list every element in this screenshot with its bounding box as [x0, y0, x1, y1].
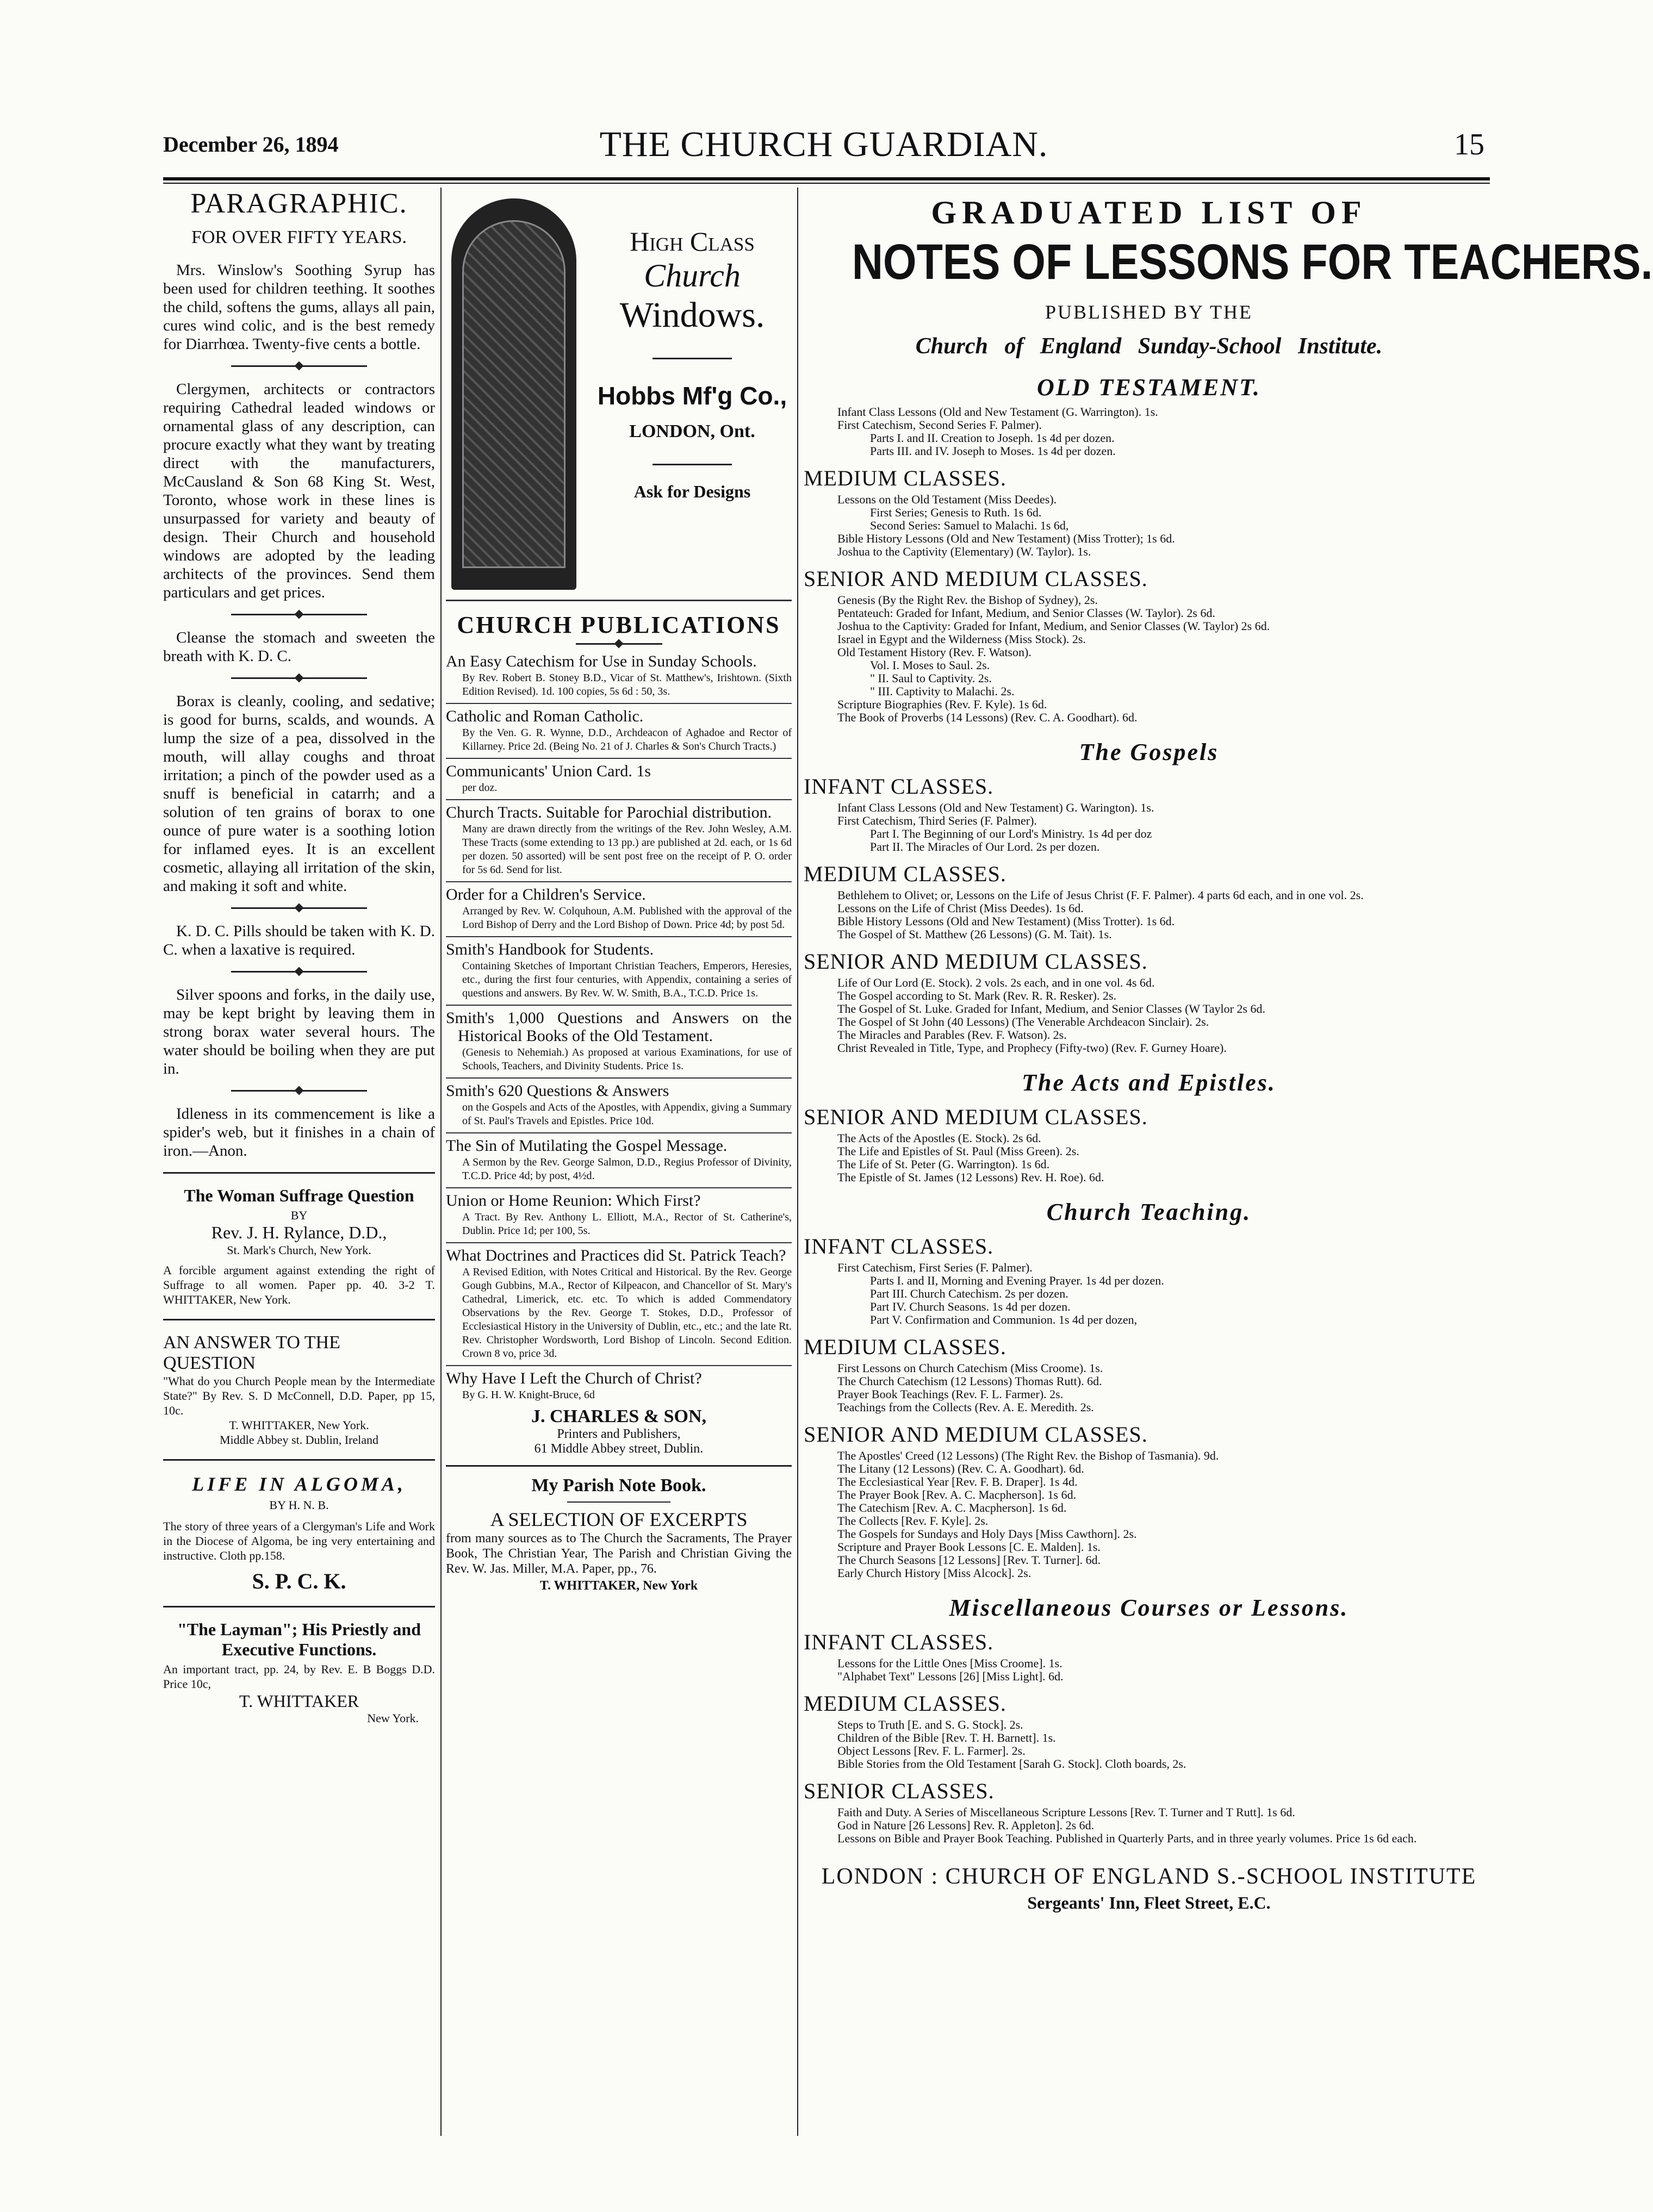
rule	[163, 1319, 435, 1320]
lesson-item: The Ecclesiastical Year [Rev. F. B. Draper]. 1s 4d.	[837, 1475, 1078, 1488]
lesson-item: " III. Captivity to Malachi. 2s.	[870, 684, 1015, 698]
lesson-item: Bible History Lessons (Old and New Testament) (Miss Trotter). 1s 6d.	[837, 914, 1175, 928]
publication-title: An Easy Catechism for Use in Sunday Schools.	[446, 652, 757, 670]
section-title: Miscellaneous Courses or Lessons.	[949, 1594, 1349, 1621]
section-title: The Acts and Epistles.	[1022, 1069, 1276, 1096]
lesson-list	[804, 1362, 1494, 1414]
lesson-item: Bethlehem to Olivet; or, Lessons on the Life of Jesus Christ (F. F. Palmer). 4 parts 6d each, and in one vol. 2s.	[837, 888, 1364, 902]
lesson-item: First Lessons on Church Catechism (Miss Croome). 1s.	[837, 1361, 1103, 1375]
lesson-item: Bible History Lessons (Old and New Testament) (Miss Trotter); 1s 6d.	[837, 532, 1175, 545]
separator	[231, 971, 367, 973]
lesson-item: Parts I. and II. Creation to Joseph. 1s 4d per dozen.	[870, 431, 1115, 445]
ad-line: Church	[644, 258, 741, 294]
publication-title: What Doctrines and Practices did St. Patrick Teach?	[446, 1247, 786, 1264]
stained-glass-window-illustration	[451, 198, 576, 590]
lesson-item: Lessons on the Old Testament (Miss Deedes).	[837, 493, 1057, 506]
lesson-item: Lessons on the Life of Christ (Miss Deedes). 1s 6d.	[837, 901, 1084, 915]
lesson-list	[804, 1449, 1494, 1580]
lesson-item: The Acts of the Apostles (E. Stock). 2s 6d.	[837, 1131, 1041, 1145]
lesson-item: The Litany (12 Lessons) (Rev. C. A. Goodhart). 6d.	[837, 1462, 1084, 1475]
rule	[446, 1242, 792, 1243]
lesson-item: The Church Seasons [12 Lessons] [Rev. T. Turner]. 6d.	[837, 1553, 1101, 1567]
column-publications	[446, 188, 792, 2147]
publication-desc: per doz.	[462, 782, 498, 794]
section-subheading: FOR OVER FIFTY YEARS.	[191, 227, 407, 247]
class-level-heading: SENIOR AND MEDIUM CLASSES.	[804, 1105, 1148, 1129]
lesson-sections	[804, 373, 1494, 1845]
separator	[576, 643, 662, 645]
ad-city: LONDON, Ont.	[629, 421, 755, 441]
separator	[231, 677, 367, 679]
ad-publisher: T. WHITTAKER	[239, 1691, 359, 1711]
ad-author: Rev. J. H. Rylance, D.D.,	[211, 1223, 387, 1242]
paragraph-kdc: Cleanse the stomach and sweeten the breath with K. D. C.	[163, 629, 435, 665]
column-paragraphic	[163, 188, 435, 2147]
publication-desc: Arranged by Rev. W. Colquhoun, A.M. Published with the approval of the Lord Bishop of Derry and the Lord Bishop of Down. Price 4d; by post 5d.	[462, 905, 792, 931]
publication-title: Order for a Children's Service.	[446, 886, 646, 904]
publication-desc: By the Ven. G. R. Wynne, D.D., Archdeacon of Aghadoe and Rector of Killarney. Price 2d. (Being No. 21 of J. Charles & Son's Church Tracts.)	[462, 727, 792, 752]
ad-address: Middle Abbey st. Dublin, Ireland	[219, 1433, 379, 1447]
ad-church: St. Mark's Church, New York.	[227, 1243, 371, 1257]
ad-line: Windows.	[619, 295, 765, 335]
lesson-item: First Catechism, Second Series F. Palmer).	[837, 418, 1042, 432]
list-heading: GRADUATED LIST OF	[931, 195, 1367, 230]
windows-ad-text	[593, 226, 792, 502]
lesson-item: The Gospel of St. Luke. Graded for Infant, Medium, and Senior Classes (W Taylor 2s 6d.	[837, 1002, 1266, 1015]
paragraph-silver-spoons: Silver spoons and forks, in the daily use, may be kept bright by leaving them in strong borax water several hours. The water should be boiling when they are put in.	[163, 986, 435, 1077]
lesson-item: Scripture and Prayer Book Lessons [C. E. Malden]. 1s.	[837, 1540, 1101, 1554]
rule	[446, 936, 792, 937]
masthead-rule-thick	[163, 177, 1490, 180]
lesson-item: The Collects [Rev. F. Kyle]. 2s.	[837, 1514, 989, 1528]
newspaper-title: THE CHURCH GUARDIAN.	[599, 124, 1048, 164]
lesson-item: " II. Saul to Captivity. 2s.	[870, 671, 992, 685]
lesson-list	[804, 1718, 1494, 1771]
ad-by: BY	[290, 1208, 308, 1222]
ad-desc: A forcible argument against extending the right of Suffrage to all women. Paper pp. 40. 3-2 T. WHITTAKER, New York.	[163, 1263, 435, 1306]
ad-title: "The Layman"; His Priestly and Executive Functions.	[177, 1619, 421, 1659]
publisher-name: J. CHARLES & SON,	[531, 1406, 707, 1426]
lesson-item: First Series; Genesis to Ruth. 1s 6d.	[870, 506, 1042, 519]
lesson-item: Steps to Truth [E. and S. G. Stock]. 2s.	[837, 1718, 1023, 1731]
institute-name: Church of England Sunday-School Institute.	[915, 334, 1383, 359]
ad-title: LIFE IN ALGOMA,	[192, 1473, 406, 1495]
lesson-item: Parts III. and IV. Joseph to Moses. 1s 4d per dozen.	[870, 444, 1116, 458]
lesson-item: Lessons for the Little Ones [Miss Croome]. 1s.	[837, 1656, 1062, 1670]
class-level-heading: SENIOR AND MEDIUM CLASSES.	[804, 1422, 1148, 1447]
publisher-role: Printers and Publishers,	[557, 1427, 681, 1441]
published-by: PUBLISHED BY THE	[1045, 301, 1253, 323]
rule	[163, 1459, 435, 1461]
lesson-item: Part IV. Church Seasons. 1s 4d per dozen.	[870, 1300, 1071, 1313]
footer-street: Sergeants' Inn, Fleet Street, E.C.	[1027, 1893, 1271, 1912]
lesson-item: Israel in Egypt and the Wilderness (Miss Stock). 2s.	[837, 632, 1086, 646]
lesson-item: The Catechism [Rev. A. C. Macpherson]. 1s 6d.	[837, 1501, 1067, 1515]
rule	[567, 1501, 671, 1503]
lesson-item: Scripture Biographies (Rev. F. Kyle). 1s 6d.	[837, 697, 1047, 711]
notebook-title: My Parish Note Book.	[531, 1475, 706, 1496]
column-divider-1	[440, 188, 442, 2136]
section-title: Church Teaching.	[1046, 1199, 1252, 1225]
ad-woman-suffrage	[163, 1186, 435, 1307]
column-notes-of-lessons	[804, 188, 1653, 2147]
ad-place: New York.	[367, 1711, 419, 1725]
ad-title: AN ANSWER TO THE QUESTION	[163, 1332, 340, 1373]
lesson-item: Pentateuch: Graded for Infant, Medium, and Senior Classes (W. Taylor). 2s 6d.	[837, 606, 1215, 620]
class-level-heading: INFANT CLASSES.	[804, 1234, 994, 1258]
lesson-item: Part II. The Miracles of Our Lord. 2s per dozen.	[870, 840, 1100, 853]
lesson-item: Christ Revealed in Title, Type, and Prophecy (Fifty-two) (Rev. F. Gurney Hoare).	[837, 1041, 1227, 1055]
rule	[446, 799, 792, 800]
notebook-heading: A SELECTION OF EXCERPTS	[490, 1509, 748, 1530]
issue-date: December 26, 1894	[163, 132, 339, 157]
list-main-title: NOTES OF LESSONS FOR TEACHERS.	[852, 234, 1653, 290]
paragraph-soothing-syrup: Mrs. Winslow's Soothing Syrup has been used for children teething. It soothes the child, softens the gums, allays all pain, cures wind colic, and is the best remedy for Diarrhœa. Twenty-five cents a bottle.	[163, 261, 435, 353]
publication-desc: A Tract. By Rev. Anthony L. Elliott, M.A., Rector of St. Catherine's, Dublin. Price 1d; per 100, 5s.	[462, 1211, 792, 1237]
lesson-item: Early Church History [Miss Alcock]. 2s.	[837, 1566, 1031, 1580]
publication-title: The Sin of Mutilating the Gospel Message.	[446, 1137, 728, 1155]
lesson-list	[804, 1261, 1494, 1326]
rule	[446, 1465, 792, 1467]
lesson-item: "Alphabet Text" Lessons [26] [Miss Light]. 6d.	[837, 1669, 1064, 1683]
lesson-item: The Gospels for Sundays and Holy Days [Miss Cawthorn]. 2s.	[837, 1527, 1137, 1541]
publication-desc: Containing Sketches of Important Christian Teachers, Emperors, Heresies, etc., during the first four centuries, with Appendix, containing a series of questions and answers. By Rev. W. W. Smith, B.A., T.C.D. Price 1s.	[462, 960, 792, 999]
rule	[652, 464, 732, 465]
masthead-rule-thin	[163, 183, 1490, 184]
ad-church-windows	[446, 193, 792, 595]
ad-the-layman	[163, 1619, 435, 1725]
lesson-list	[804, 406, 1494, 458]
rule	[446, 1132, 792, 1133]
lesson-item: The Gospel of St John (40 Lessons) (The Venerable Archdeacon Sinclair). 2s.	[837, 1015, 1209, 1029]
lesson-list	[804, 1806, 1494, 1845]
rule	[446, 1365, 792, 1366]
paragraph-kdc-pills: K. D. C. Pills should be taken with K. D. C. when a laxative is required.	[163, 923, 435, 958]
publisher-address: 61 Middle Abbey street, Dublin.	[534, 1442, 704, 1456]
rule	[446, 1187, 792, 1188]
paragraph-idleness: Idleness in its commencement is like a spider's web, but it finishes in a chain of iron.—Anon.	[163, 1105, 435, 1160]
publication-title: Church Tracts. Suitable for Parochial distribution.	[446, 803, 772, 821]
class-level-heading: MEDIUM CLASSES.	[804, 466, 1006, 490]
lesson-item: Lessons on Bible and Prayer Book Teaching. Published in Quarterly Parts, and in three yearly volumes. Price 1s 6d each.	[837, 1831, 1417, 1845]
separator	[231, 365, 367, 367]
rule	[446, 1005, 792, 1006]
ad-spck: S. P. C. K.	[252, 1569, 346, 1593]
lesson-item: The Gospel of St. Matthew (26 Lessons) (G. M. Tait). 1s.	[837, 927, 1112, 941]
lesson-list	[804, 976, 1494, 1055]
lesson-item: First Catechism, First Series (F. Palmer).	[837, 1261, 1033, 1274]
lesson-list	[804, 493, 1494, 558]
lesson-list	[804, 889, 1494, 941]
rule	[446, 1077, 792, 1079]
class-level-heading: MEDIUM CLASSES.	[804, 1691, 1006, 1716]
lesson-item: The Life and Epistles of St. Paul (Miss Green). 2s.	[837, 1144, 1079, 1158]
ad-title: The Woman Suffrage Question	[184, 1186, 414, 1205]
lesson-item: Part I. The Beginning of our Lord's Ministry. 1s 4d per doz	[870, 827, 1152, 840]
separator	[231, 1090, 367, 1092]
lesson-item: Joshua to the Captivity: Graded for Infant, Medium, and Senior Classes (W. Taylor) 2s 6d.	[837, 619, 1270, 633]
ad-life-in-algoma	[163, 1473, 435, 1594]
column-divider-2	[797, 188, 798, 2136]
ad-ask: Ask for Designs	[633, 482, 751, 501]
lesson-item: The Apostles' Creed (12 Lessons) (The Right Rev. the Bishop of Tasmania). 9d.	[837, 1449, 1219, 1462]
rule	[446, 881, 792, 882]
publication-desc: A Sermon by the Rev. George Salmon, D.D., Regius Professor of Divinity, T.C.D. Price 4d; by post, 4½d.	[462, 1156, 792, 1182]
rule	[163, 1606, 435, 1607]
class-level-heading: SENIOR AND MEDIUM CLASSES.	[804, 949, 1148, 974]
publication-desc: A Revised Edition, with Notes Critical and Historical. By the Rev. George Gough Gubbins, M.A., Rector of Kilpeacon, and Chancellor of St. Mary's Cathedral, Limerick, etc. etc. To which is added Commendatory Observations by the Rev. George T. Stokes, D.D., Professor of Ecclesiastical History in the University of Dublin, etc., etc.; and the late Rt. Rev. Christopher Wordsworth, Lord Bishop of Lincoln. Second Edition. Crown 8 vo, price 3d.	[462, 1266, 792, 1360]
rule	[163, 1172, 435, 1174]
lesson-item: Part V. Confirmation and Communion. 1s 4d per dozen,	[870, 1313, 1138, 1326]
lesson-list	[804, 1657, 1494, 1683]
publication-title: Catholic and Roman Catholic.	[446, 707, 644, 725]
section-heading: PARAGRAPHIC.	[190, 188, 408, 219]
lesson-item: The Epistle of St. James (12 Lessons) Rev. H. Roe). 6d.	[837, 1170, 1104, 1184]
section-title: The Gospels	[1079, 739, 1219, 765]
publication-desc: By G. H. W. Knight-Bruce, 6d	[462, 1389, 595, 1401]
rule	[446, 758, 792, 759]
lesson-item: The Church Catechism (12 Lessons) Thomas Rutt). 6d.	[837, 1374, 1102, 1388]
class-level-heading: MEDIUM CLASSES.	[804, 862, 1006, 886]
notebook-publisher: T. WHITTAKER, New York	[539, 1579, 698, 1593]
lesson-item: Faith and Duty. A Series of Miscellaneous Scripture Lessons [Rev. T. Turner and T Rutt]. 1s 6d.	[837, 1805, 1295, 1819]
paragraph-borax: Borax is cleanly, cooling, and sedative; is good for burns, scalds, and wounds. A lump the size of a pea, dissolved in the mouth, will allay coughs and throat irritation; a pinch of the powder used as a snuff is beneficial in catarrh; and a solution of ten grains of borax to one ounce of pure water is a soothing lotion for inflamed eyes. It is an excellent cosmetic, allaying all irritation of the skin, and making it soft and white.	[163, 693, 435, 895]
lesson-item: Teachings from the Collects (Rev. A. E. Meredith. 2s.	[837, 1400, 1094, 1414]
lesson-item: Life of Our Lord (E. Stock). 2 vols. 2s each, and in one vol. 4s 6d.	[837, 976, 1155, 989]
publication-entries	[446, 652, 792, 1402]
lesson-item: Prayer Book Teachings (Rev. F. L. Farmer). 2s.	[837, 1387, 1064, 1401]
separator	[231, 907, 367, 909]
ad-intermediate-state	[163, 1332, 435, 1447]
ad-desc: "What do you Church People mean by the Intermediate State?" By Rev. S. D McConnell, D.D. Paper, pp 15, 10c.	[163, 1374, 435, 1417]
rule	[652, 358, 732, 359]
lesson-item: The Prayer Book [Rev. A. C. Macpherson]. 1s 6d.	[837, 1488, 1077, 1501]
class-level-heading: INFANT CLASSES.	[804, 774, 994, 799]
lesson-item: Infant Class Lessons (Old and New Testament (G. Warrington). 1s.	[837, 405, 1158, 419]
lesson-list	[804, 594, 1494, 724]
lesson-item: Parts I. and II, Morning and Evening Prayer. 1s 4d per dozen.	[870, 1274, 1164, 1287]
lesson-item: Children of the Bible [Rev. T. H. Barnett]. 1s.	[837, 1731, 1056, 1744]
publication-desc: (Genesis to Nehemiah.) As proposed at various Examinations, for use of Schools, Teachers, and Divinity Students. Price 1s.	[462, 1046, 792, 1072]
lesson-item: Part III. Church Catechism. 2s per dozen.	[870, 1287, 1068, 1300]
lesson-item: The Life of St. Peter (G. Warrington). 1s 6d.	[837, 1157, 1050, 1171]
separator	[231, 614, 367, 615]
lesson-item: God in Nature [26 Lessons] Rev. R. Appleton]. 2s 6d.	[837, 1818, 1095, 1832]
publication-desc: on the Gospels and Acts of the Apostles, with Appendix, giving a Summary of St. Paul's Travels and Epistles. Price 10d.	[462, 1101, 792, 1127]
rule	[446, 703, 792, 704]
lesson-item: Genesis (By the Right Rev. the Bishop of Sydney), 2s.	[837, 593, 1098, 607]
lesson-item: Vol. I. Moses to Saul. 2s.	[870, 658, 990, 672]
publication-title: Smith's Handbook for Students.	[446, 940, 654, 958]
lesson-item: First Catechism, Third Series (F. Palmer).	[837, 814, 1037, 827]
lesson-list	[804, 801, 1494, 853]
page-number: 15	[1454, 128, 1484, 161]
lesson-item: Bible Stories from the Old Testament [Sarah G. Stock]. Cloth boards, 2s.	[837, 1757, 1186, 1771]
publication-title: Why Have I Left the Church of Christ?	[446, 1369, 702, 1387]
publication-desc: Many are drawn directly from the writings of the Rev. John Wesley, A.M. These Tracts (some extending to 13 pp.) are published at 2d. each, or 1s 6d per dozen. 50 assorted) will be sent post free on the receipt of P. O. order for 5s 6d. Send for list.	[462, 823, 792, 876]
publication-title: Union or Home Reunion: Which First?	[446, 1192, 701, 1210]
ad-company: Hobbs Mf'g Co.,	[597, 382, 787, 410]
ad-desc: The story of three years of a Clergyman's Life and Work in the Diocese of Algoma, be ing very entertaining and instructive. Cloth pp.158.	[163, 1519, 435, 1562]
paragraph-windows: Clergymen, architects or contractors requiring Cathedral leaded windows or ornamental glass of any description, can procure exactly what they want by treating direct with the manufacturers, McCausland & Son 68 King St. West, Toronto, whose work in these lines is unsurpassed for variety and beauty of design. Their Church and household windows are adopted by the leading architects of the provinces. Send them particulars and get prices.	[163, 381, 435, 601]
footer-address: LONDON : CHURCH OF ENGLAND S.-SCHOOL INSTITUTE	[821, 1864, 1477, 1889]
lesson-item: The Miracles and Parables (Rev. F. Watson). 2s.	[837, 1028, 1067, 1042]
lesson-item: The Book of Proverbs (14 Lessons) (Rev. C. A. Goodhart). 6d.	[837, 711, 1138, 724]
publication-title: Communicants' Union Card. 1s	[446, 762, 651, 780]
lesson-item: The Gospel according to St. Mark (Rev. R. R. Resker). 2s.	[837, 989, 1117, 1002]
ad-publisher: T. WHITTAKER, New York.	[229, 1418, 369, 1432]
ad-desc: An important tract, pp. 24, by Rev. E. B Boggs D.D. Price 10c,	[163, 1662, 435, 1691]
class-level-heading: INFANT CLASSES.	[804, 1630, 994, 1654]
lesson-item: Infant Class Lessons (Old and New Testament) G. Warington). 1s.	[837, 801, 1154, 814]
publication-desc: By Rev. Robert B. Stoney B.D., Vicar of St. Matthew's, Irishtown. (Sixth Edition Revised). 1d. 100 copies, 5s 6d : 50, 3s.	[462, 672, 792, 697]
lesson-item: Second Series: Samuel to Malachi. 1s 6d,	[870, 519, 1069, 532]
class-level-heading: SENIOR CLASSES.	[804, 1779, 995, 1803]
class-level-heading: SENIOR AND MEDIUM CLASSES.	[804, 566, 1148, 591]
publications-title: CHURCH PUBLICATIONS	[457, 612, 781, 638]
lesson-item: Old Testament History (Rev. F. Watson).	[837, 645, 1031, 659]
lesson-item: Object Lessons [Rev. F. L. Farmer]. 2s.	[837, 1744, 1026, 1758]
lesson-item: Joshua to the Captivity (Elementary) (W. Taylor). 1s.	[837, 545, 1091, 558]
rule	[446, 600, 792, 601]
publication-title: Smith's 1,000 Questions and Answers on the Historical Books of the Old Testament.	[446, 1009, 792, 1045]
publication-title: Smith's 620 Questions & Answers	[446, 1082, 669, 1100]
lesson-list	[804, 1132, 1494, 1184]
ad-line: High Class	[630, 226, 755, 257]
class-level-heading: MEDIUM CLASSES.	[804, 1335, 1006, 1359]
ad-by: BY H. N. B.	[269, 1498, 329, 1512]
notebook-desc: from many sources as to The Church the Sacraments, The Prayer Book, The Christian Year, The Parish and Christian Giving the Rev. W. Jas. Miller, M.A. Paper, pp., 76.	[446, 1531, 792, 1576]
section-title: OLD TESTAMENT.	[1036, 374, 1261, 401]
masthead	[163, 124, 1484, 173]
